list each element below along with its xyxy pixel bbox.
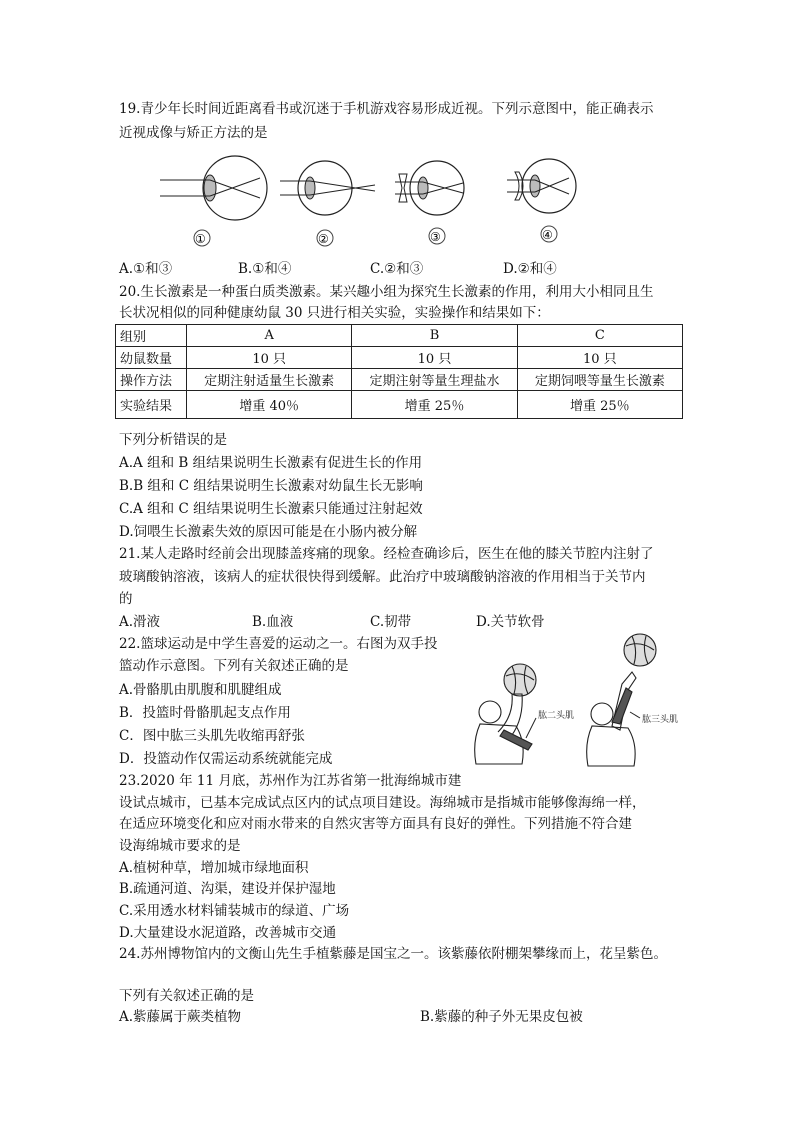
table-cell: 增重 25％ [352, 391, 517, 419]
q20-stem-line2: 长状况相似的同种健康幼鼠 30 只进行相关实验，实验操作和结果如下： [119, 305, 550, 321]
eye-label-1: ① [195, 232, 206, 246]
q19-option-c: C.②和③ [370, 261, 424, 277]
table-row [116, 347, 683, 369]
q22-stem-line2: 篮动作示意图。下列有关叙述正确的是 [119, 658, 349, 674]
eye-diagram-2 [280, 161, 375, 246]
table-row [116, 391, 683, 419]
q23-stem-line2: 设试点城市，已基本完成试点区内的试点项目建设。海绵城市是指城市能够像海绵一样， [119, 795, 646, 811]
q23-stem-line3: 在适应环境变化和应对雨水带来的自然灾害等方面具有良好的弹性。下列措施不符合建 [119, 816, 632, 832]
eye-diagram-4 [507, 159, 576, 242]
table-cell: 增重 25％ [517, 391, 682, 419]
q19-eye-diagrams-corrected [395, 150, 595, 250]
table-header-cell: C [517, 325, 682, 347]
q22-option-d: D．投篮动作仅需运动系统就能完成 [119, 751, 333, 767]
table-cell: 增重 40％ [187, 391, 352, 419]
q21-option-a: A.滑液 [119, 614, 161, 630]
q24-option-a: A.紫藤属于蕨类植物 [119, 1009, 242, 1025]
q22-option-b: B．投篮时骨骼肌起支点作用 [119, 705, 291, 721]
q22-option-c: C．图中肱三头肌先收缩再舒张 [119, 728, 305, 744]
eye-diagram-3 [395, 161, 464, 244]
q22-stem-line1: 22.篮球运动是中学生喜爱的运动之一。右图为双手投 [119, 636, 438, 652]
figure-before-shot [475, 664, 536, 764]
q19-stem-line2: 近视成像与矫正方法的是 [119, 125, 268, 141]
q21-stem-line3: 的 [119, 591, 133, 607]
q19-option-a: A.①和③ [119, 261, 173, 277]
q24-option-b: B.紫藤的种子外无果皮包被 [420, 1009, 583, 1025]
q20-after-table: 下列分析错误的是 [119, 432, 227, 448]
q19-stem-line1: 19.青少年长时间近距离看书或沉迷于手机游戏容易形成近视。下列示意图中，能正确表示 [119, 101, 654, 117]
table-cell: 操作方法 [116, 369, 187, 391]
q23-option-d: D.大量建设水泥道路，改善城市交通 [119, 925, 337, 941]
q24-stem-line2: 下列有关叙述正确的是 [119, 988, 254, 1004]
eye-label-3: ③ [430, 230, 441, 244]
table-cell: 定期饲喂等量生长激素 [517, 369, 682, 391]
experiment-table [115, 324, 683, 419]
table-row [116, 369, 683, 391]
q21-stem-line1: 21.某人走路时经前会出现膝盖疼痛的现象。经检查确诊后，医生在他的膝关节腔内注射了 [119, 546, 654, 562]
table-header-cell: 组别 [116, 325, 187, 347]
eye-diagram-1 [160, 156, 267, 246]
q20-option-d: D.饲喂生长激素失效的原因可能是在小肠内被分解 [119, 524, 418, 540]
q23-option-a: A.植树种草，增加城市绿地面积 [119, 860, 309, 876]
table-cell: 10 只 [517, 347, 682, 369]
table-cell: 幼鼠数量 [116, 347, 187, 369]
figure-after-shot [587, 634, 656, 766]
table-header-row [116, 325, 683, 347]
q20-option-b: B.B 组和 C 组结果说明生长激素对幼鼠生长无影响 [119, 478, 423, 494]
table-cell: 实验结果 [116, 391, 187, 419]
table-header-cell: A [187, 325, 352, 347]
table-cell: 10 只 [187, 347, 352, 369]
q22-option-a: A.骨骼肌由肌腹和肌腱组成 [119, 682, 282, 698]
q23-stem-line1: 23.2020 年 11 月底，苏州作为江苏省第一批海绵城市建 [119, 773, 462, 789]
label-biceps: 肱二头肌 [538, 711, 575, 721]
q21-option-b: B.血液 [252, 614, 294, 630]
q24-stem-line1: 24.苏州博物馆内的文衡山先生手植紫藤是国宝之一。该紫藤依附棚架攀缘而上，花呈紫色。 [119, 946, 667, 962]
q19-option-b: B.①和④ [238, 261, 292, 277]
eye-label-2: ② [318, 232, 329, 246]
table-header-cell: B [352, 325, 517, 347]
table-cell: 10 只 [352, 347, 517, 369]
table-cell: 定期注射适量生长激素 [187, 369, 352, 391]
table-cell: 定期注射等量生理盐水 [352, 369, 517, 391]
q23-option-c: C.采用透水材料铺装城市的绿道、广场 [119, 903, 350, 919]
q19-option-d: D.②和④ [503, 261, 557, 277]
q20-stem-line1: 20.生长激素是一种蛋白质类激素。某兴趣小组为探究生长激素的作用，利用大小相同且生 [119, 284, 654, 300]
q20-option-a: A.A 组和 B 组结果说明生长激素有促进生长的作用 [119, 455, 423, 471]
q21-option-c: C.韧带 [370, 614, 412, 630]
q23-option-b: B.疏通河道、沟渠，建设并保护湿地 [119, 881, 336, 897]
label-triceps: 肱三头肌 [642, 715, 679, 725]
q21-stem-line2: 玻璃酸钠溶液，该病人的症状很快得到缓解。此治疗中玻璃酸钠溶液的作用相当于关节内 [119, 569, 646, 585]
q20-option-c: C.A 组和 C 组结果说明生长激素只能通过注射起效 [119, 501, 423, 517]
basketball-shooting-figure [462, 632, 692, 772]
eye-label-4: ④ [542, 228, 553, 242]
q21-option-d: D.关节软骨 [476, 614, 545, 630]
q23-stem-line4: 设海绵城市要求的是 [119, 838, 241, 854]
